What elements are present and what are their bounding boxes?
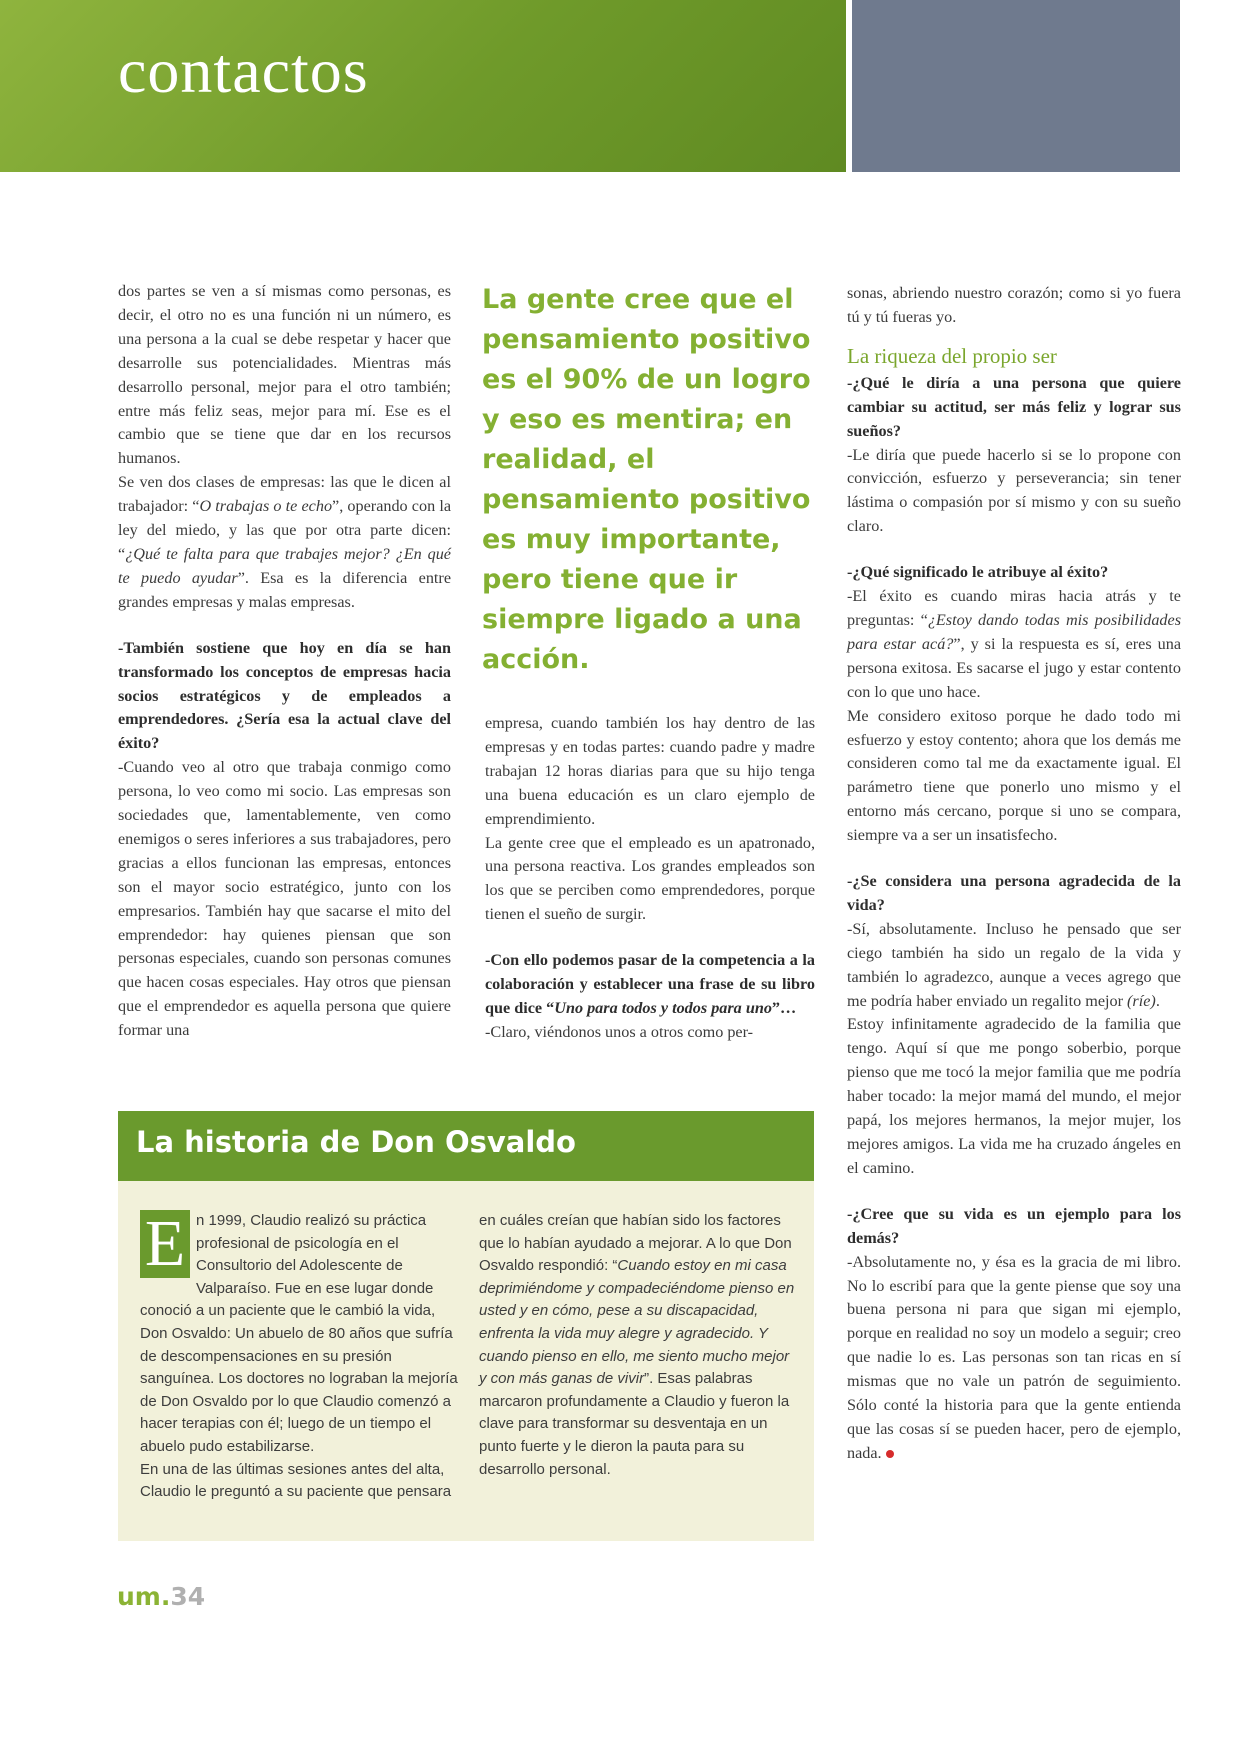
paragraph: En una de las últimas sesiones antes del alta, Claudio le preguntó a su paciente que pensara xyxy=(140,1460,452,1501)
article-column-2 xyxy=(485,712,815,1045)
paragraph: E n 1999, Claudio realizó su práctica profesional de psicología en el Consultorio del Adolescente de Valparaíso. Fue en ese lugar donde conoció a un paciente que le cambió la vida, Don Osvaldo: Un abuelo de 80 años que sufría de descompensaciones en su presión sanguínea. Los doctores no lograban la mejoría de Don Osvaldo por lo que Claudio comenzó a hacer terapias con él; luego de un tiempo el abuelo pudo estabilizarse. xyxy=(140,1207,458,1455)
paragraph: empresa, cuando también los hay dentro de las empresas y en todas partes: cuando padre y madre trabajan 12 horas diarias para que su hijo tenga una buena educación es un claro ejemplo de emprendimiento. xyxy=(485,714,815,828)
interview-question: -Con ello podemos pasar de la competencia a la colaboración y establecer una frase de su libro que dice “Uno para todos y todos para uno”… xyxy=(485,951,815,1017)
page-number: 34 xyxy=(170,1582,206,1611)
interview-answer: -Absolutamente no, y ésa es la gracia de mi libro. No lo escribí para que la gente piense que soy una buena persona ni para que sigan mi ejemplo, porque en realidad no soy un modelo a seguir; creo que nadie lo es. Las personas son tan ricas en sí mismas que no vale un patrón de seguimiento. Sólo conté la historia para que la gente entienda que las cosas sí se pueden hacer, pero de ejemplo, nada. xyxy=(847,1252,1181,1462)
paragraph: en cuáles creían que habían sido los factores que lo habían ayudado a mejorar. A lo que Don Osvaldo respondió: “Cuando estoy en mi casa deprimiéndome y compadeciéndome pienso en usted y en cómo, pese a su discapacidad, enfrenta la vida muy alegre y agradecido. Y cuando pienso en ello, me siento mucho mejor y con más ganas de vivir”. Esas palabras marcaron profundamente a Claudio y fueron la clave para transformar su desventaja en un punto fuerte y le dieron la pauta para su desarrollo personal. xyxy=(479,1212,795,1478)
end-of-article-icon xyxy=(886,1450,894,1458)
paragraph: Estoy infinitamente agradecido de la familia que tengo. Aquí sí que me pongo soberbio, porque pienso que me tocó la mejor familia que me podría haber tocado: la mejor mamá del mundo, el mejor papá, los mejores hermanos, la mejor mujer, los mejores amigos. La vida me ha cruzado ángeles en el camino. xyxy=(847,1015,1181,1177)
interview-question: -¿Cree que su vida es un ejemplo para los demás? xyxy=(847,1204,1181,1247)
header-banner xyxy=(0,0,846,172)
laugh-note: (ríe) xyxy=(1127,991,1156,1010)
section-subheading: La riqueza del propio ser xyxy=(847,343,1057,368)
sidebar-box-column-1 xyxy=(140,1207,458,1504)
sidebar-box-title: La historia de Don Osvaldo xyxy=(136,1125,576,1159)
article-column-3 xyxy=(847,282,1181,1466)
publication-logo: um. xyxy=(117,1582,171,1611)
quote-emphasis: ¿Estoy dando todas mis posibilidades para estar acá? xyxy=(847,610,1181,653)
quote-emphasis: O trabajas o te echo xyxy=(199,497,333,516)
interview-question: -¿Qué le diría a una persona que quiere cambiar su actitud, ser más feliz y lograr sus sueños? xyxy=(847,373,1181,440)
interview-question: -También sostiene que hoy en día se han transformado los conceptos de empresas hacia socios estratégicos y de empleados a emprendedores. ¿Sería esa la actual clave del éxito? xyxy=(118,638,451,753)
paragraph: La gente cree que el empleado es un apatronado, una persona reactiva. Los grandes empleados son los que se perciben como emprendedores, porque tienen el sueño de surgir. xyxy=(485,833,815,924)
interview-question: -¿Qué significado le atribuye al éxito? xyxy=(847,563,1109,582)
header-photo-block xyxy=(852,0,1180,172)
paragraph: dos partes se ven a sí mismas como personas, es decir, el otro no es una función ni un número, es una persona a la cual se debe respetar y hacer que desarrolle sus potencialidades. Mientras más desarrollo personal, mejor para el otro también; entre más feliz seas, mejor para mí. Ese es el cambio que se tiene que dar en los recursos humanos. xyxy=(118,282,451,468)
sidebar-box-column-2 xyxy=(479,1210,797,1481)
sidebar-box-body xyxy=(118,1181,814,1541)
interview-answer: -Cuando veo al otro que trabaja conmigo como persona, lo veo como mi socio. Las empresas son sociedades que, lamentablemente, ven como enemigos o seres inferiores a sus trabajadores, pero gracias a ellos funcionan las empresas, entonces son el mayor socio estratégico, junto con los empresarios. También hay que sacarse el mito del emprendedor: hay quienes piensan que son personas especiales, cuando son personas comunes que hacen cosas especiales. Hay otros que piensan que el emprendedor es aquella persona que quiere formar una xyxy=(118,758,451,1040)
article-column-1 xyxy=(118,280,451,1043)
paragraph: sonas, abriendo nuestro corazón; como si yo fuera tú y tú fueras yo. xyxy=(847,284,1181,326)
page-folio xyxy=(117,1582,205,1611)
interview-answer: -Le diría que puede hacerlo si se lo propone con convicción, esfuerzo y perseverancia; sin tener lástima o compasión por sí mismo y con su sueño claro. xyxy=(847,445,1181,536)
interview-answer: -Sí, absolutamente. Incluso he pensado que ser ciego también ha sido un regalo de la vida y también lo agradezco, aunque a veces agrego que me podría haber enviado un regalito mejor (ríe). xyxy=(847,919,1181,1010)
paragraph: Me considero exitoso porque he dado todo mi esfuerzo y estoy contento; ahora que los demás me consideren como tal me da exactamente igual. El parámetro tiene que ponerlo uno mismo y el entorno más cercano, porque si uno se compara, siempre va a ser un insatisfecho. xyxy=(847,706,1181,845)
sidebar-box-header xyxy=(118,1111,814,1181)
section-title: contactos xyxy=(118,35,369,106)
drop-cap: E xyxy=(140,1210,190,1278)
interview-answer: -El éxito es cuando miras hacia atrás y te preguntas: “¿Estoy dando todas mis posibilidades para estar acá?”, y si la respuesta es sí, eres una persona exitosa. Es sacarse el jugo y estar contento con lo que uno hace. xyxy=(847,587,1182,701)
interview-answer: -Claro, viéndonos unos a otros como per- xyxy=(485,1022,754,1041)
interview-question: -¿Se considera una persona agradecida de la vida? xyxy=(847,872,1181,914)
quote-emphasis: ¿Qué te falta para que trabajes mejor? ¿En qué te puedo ayudar xyxy=(118,544,451,587)
paragraph: Se ven dos clases de empresas: las que le dicen al trabajador: “O trabajas o te echo”, operando con la ley del miedo, y las que por otra parte dicen: “¿Qué te falta para que trabajes mejor? ¿En qué te puedo ayudar”. Esa es la diferencia entre grandes empresas y malas empresas. xyxy=(118,473,452,611)
pull-quote: La gente cree que el pensamiento positivo es el 90% de un logro y eso es mentira; en realidad, el pensamiento positivo es muy importante, pero tiene que ir siempre ligado a una acción. xyxy=(482,284,811,675)
quote-emphasis: Cuando estoy en mi casa deprimiéndome y compadeciéndome pienso en usted y en cómo, pese a su discapacidad, enfrenta la vida muy alegre y agradecido. Y cuando pienso en ello, me siento mucho mejor y con más ganas de vivir xyxy=(479,1257,795,1388)
quote-emphasis: Uno para todos y todos para uno xyxy=(554,998,772,1017)
